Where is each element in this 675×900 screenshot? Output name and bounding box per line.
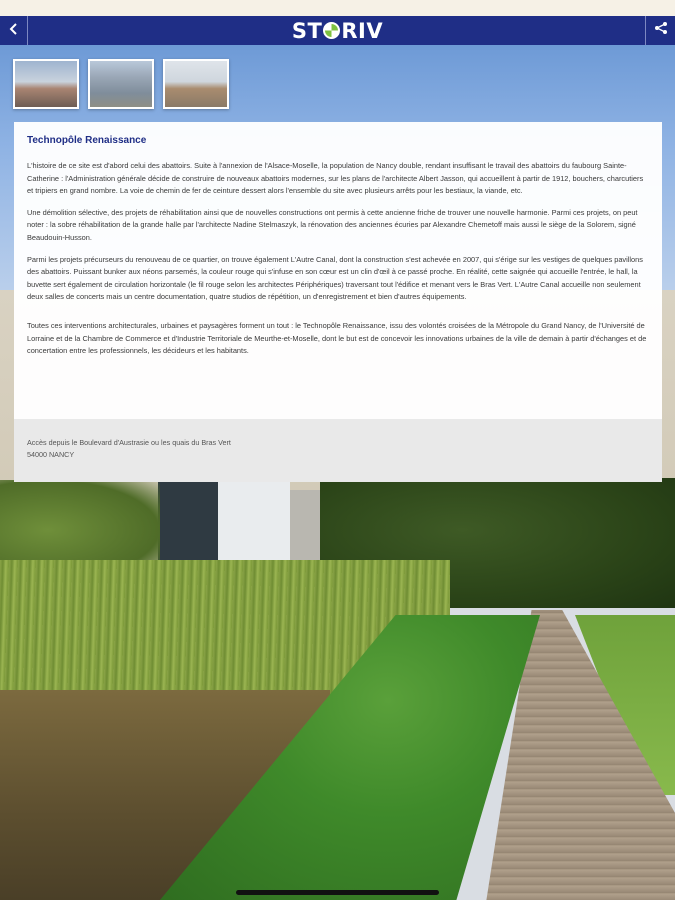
logo-text-end: RIV [341, 18, 384, 43]
logo-text-start: ST [291, 18, 323, 43]
thumbnail-1[interactable] [13, 59, 79, 109]
thumbnail-2[interactable] [88, 59, 154, 109]
article-paragraph-4: Toutes ces interventions architecturales, urbaines et paysagères forment un tout : le Technopôle Renaissance, issu des volontés croisées de la Métropole du Grand Nancy, de l'Université de Lorraine et de la Chambre de Commerce et d'Industrie Territoriale de Meurthe-et-Moselle, dont le but est de concevoir les innovations urbaines de la ville de demain à partir d'échanges et de concertation entre les professionnels, les décideurs et les habitants. [27, 320, 647, 356]
article-card [14, 122, 662, 482]
article-title: Technopôle Renaissance [27, 135, 147, 146]
storiv-logo [292, 19, 383, 43]
share-button[interactable] [645, 16, 675, 45]
article-paragraph-2: Une démolition sélective, des projets de réhabilitation ainsi que de nouvelles constructions ont permis à cette ancienne friche de trouver une nouvelle harmonie. Parmi ces projets, on peut noter : la sobre réhabilitation de la grande halle par l'architecte Nadine Stelmaszyk, la rénovation des anciennes écuries par Alexandre Chemetoff mais aussi le siège de la Solorem, signé Beaudouin-Husson. [27, 207, 638, 242]
chevron-left-icon [9, 22, 19, 40]
building-dark [158, 482, 218, 572]
top-navigation-bar [0, 16, 675, 45]
article-body [14, 122, 662, 419]
building-white [218, 482, 290, 572]
back-button[interactable] [0, 16, 28, 45]
address-access: Accès depuis le Boulevard d'Austrasie ou les quais du Bras Vert [27, 438, 231, 447]
share-icon [654, 21, 668, 40]
article-paragraph-3: Parmi les projets précurseurs du renouveau de ce quartier, on trouve également L'Autre Canal, dont la construction s'est achevée en 2007, qui s'érige sur les vestiges de quelques pavillons des abattoirs. Puissant bunker aux néons parsemés, la couleur rouge qui s'infuse en son cœur est un clin d'œil à ce passé proche. En réalité, cette saignée qui accueille l'entrée, le hall, la buvette sert également de circulation horizontale (le fil rouge selon les architectes Périphériques) traversant tout l'édifice et menant vers le Bras Vert. L'Autre Canal accueille non seulement deux salles de concerts mais un centre documentation, quatre studios de répétition, un d'enregistrement et bien d'autres équipements. [27, 254, 643, 302]
home-indicator [236, 890, 439, 895]
address-section [14, 419, 662, 482]
logo-o-mark [323, 22, 340, 39]
thumbnail-3[interactable] [163, 59, 229, 109]
article-paragraph-1: L'histoire de ce site est d'abord celui des abattoirs. Suite à l'annexion de l'Alsace-Moselle, la population de Nancy double, rendant insuffisant le travail des abattoirs du faubourg Sainte-Catherine : l'Administration générale décide de construire de nouveaux abattoirs modernes, sur les plans de l'architecte Albert Jasson, qui accueillent à partir de 1912, bouchers, charcutiers et tripiers en grand nombre. La voie de chemin de fer de ceinture dessert alors l'ensemble du site avec plusieurs arrêts pour les bestiaux, la viande, etc. [27, 161, 644, 196]
status-bar [0, 0, 675, 16]
address-city: 54000 NANCY [27, 449, 75, 459]
photo-thumbnails [13, 59, 229, 109]
